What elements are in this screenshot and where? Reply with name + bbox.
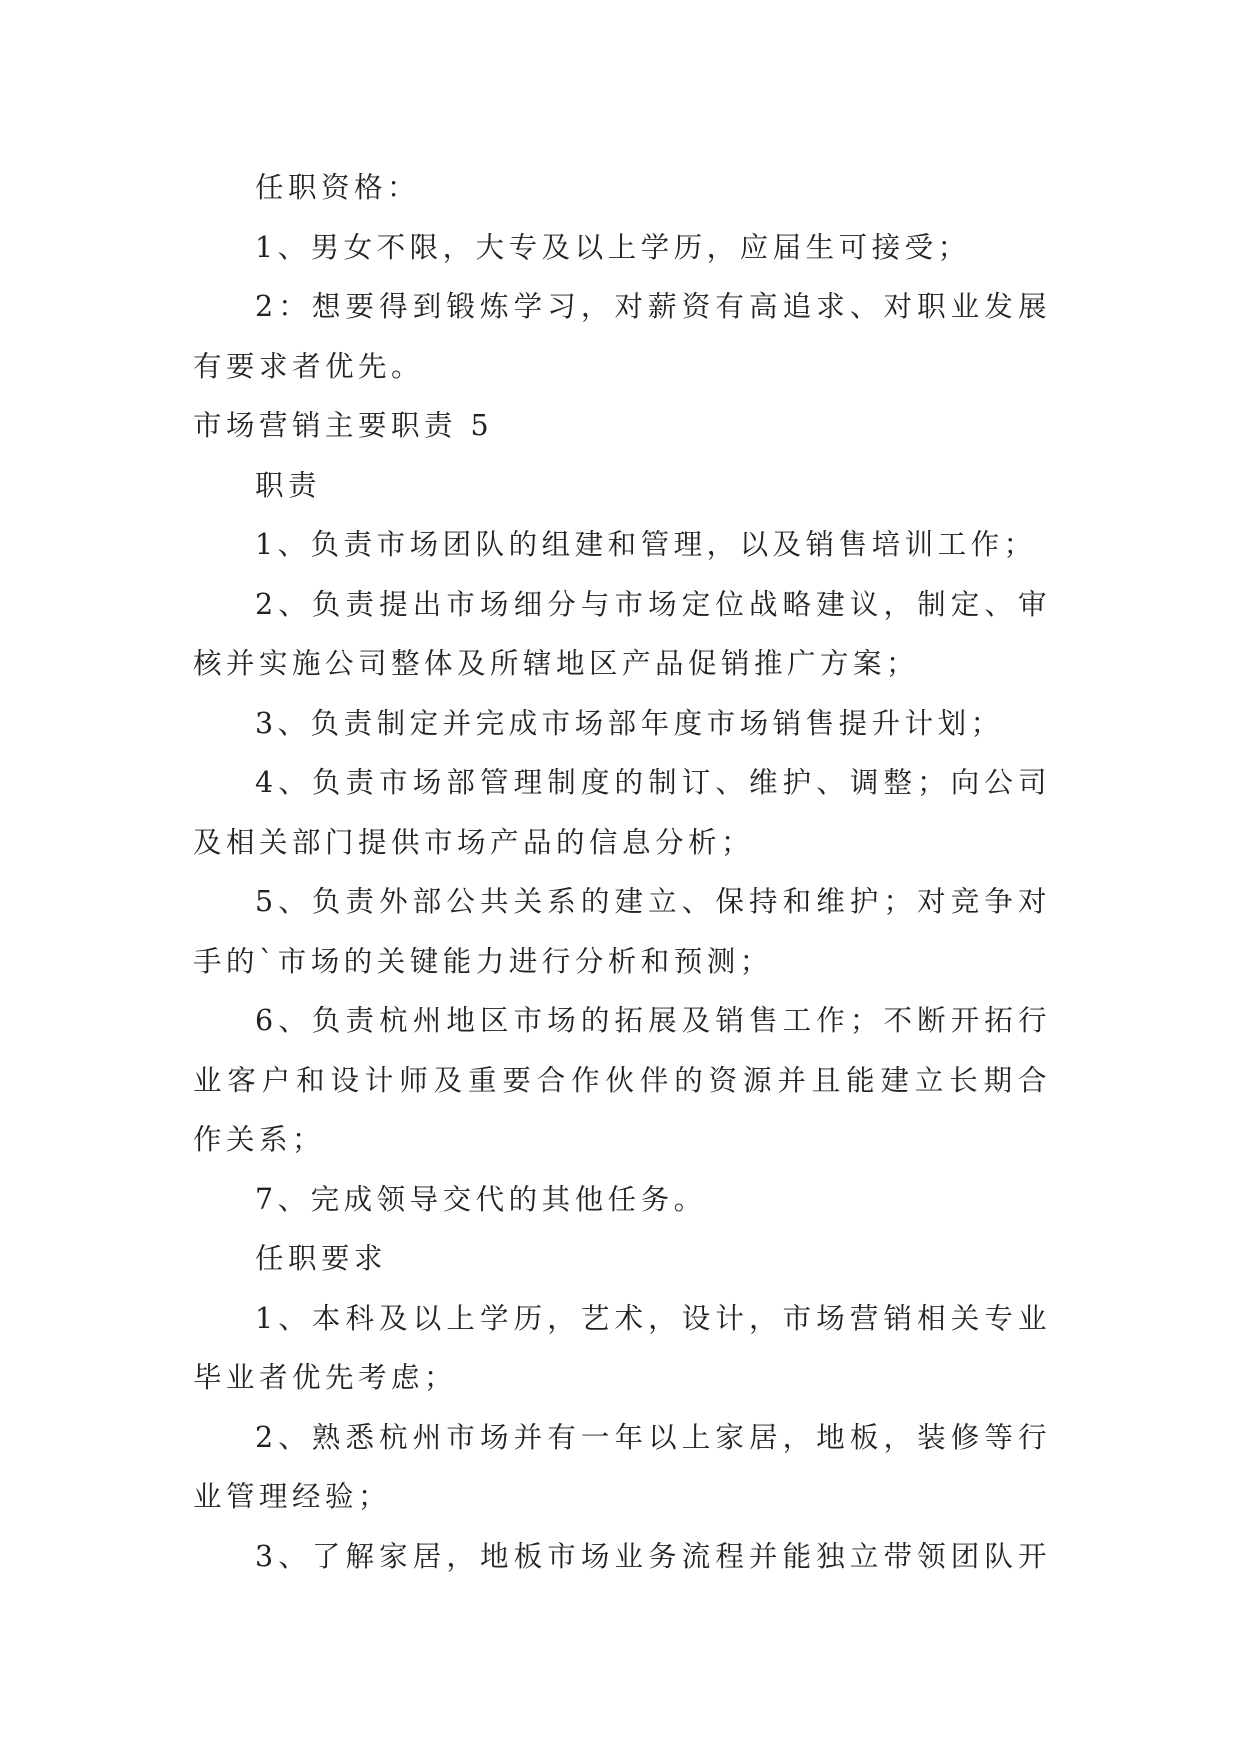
paragraph-line: 1、负责市场团队的组建和管理，以及销售培训工作； xyxy=(255,528,1037,561)
subheading: 任职要求 xyxy=(255,1242,388,1275)
paragraph-line: 任职资格： xyxy=(255,171,421,204)
paragraph-line: 2：想要得到锻炼学习，对薪资有高追求、对职业发展 xyxy=(255,290,1051,323)
paragraph-line: 5、负责外部公共关系的建立、保持和维护；对竞争对 xyxy=(255,885,1051,918)
paragraph-line: 7、完成领导交代的其他任务。 xyxy=(255,1182,707,1216)
paragraph-line: 4、负责市场部管理制度的制订、维护、调整；向公司 xyxy=(255,766,1051,799)
paragraph-line: 2、负责提出市场细分与市场定位战略建议，制定、审 xyxy=(255,587,1051,621)
subheading: 职责 xyxy=(255,468,322,502)
section-heading: 市场营销主要职责 5 xyxy=(193,409,494,442)
paragraph-line: 作关系； xyxy=(193,1123,326,1156)
paragraph-line: 3、了解家居，地板市场业务流程并能独立带领团队开 xyxy=(255,1539,1051,1573)
paragraph-line: 1、男女不限，大专及以上学历，应届生可接受； xyxy=(255,230,971,264)
paragraph-line: 有要求者优先。 xyxy=(193,349,425,383)
paragraph-line: 手的`市场的关键能力进行分析和预测； xyxy=(193,944,773,978)
paragraph-line: 核并实施公司整体及所辖地区产品促销推广方案； xyxy=(193,647,920,680)
document-body xyxy=(193,158,1051,1586)
paragraph-line: 业客户和设计师及重要合作伙伴的资源并且能建立长期合 xyxy=(193,1063,1051,1097)
paragraph-line: 业管理经验； xyxy=(193,1480,392,1513)
paragraph-line: 毕业者优先考虑； xyxy=(193,1361,458,1394)
paragraph-line: 及相关部门提供市场产品的信息分析； xyxy=(193,825,755,859)
paragraph-line: 6、负责杭州地区市场的拓展及销售工作；不断开拓行 xyxy=(255,1004,1051,1037)
paragraph-line: 1、本科及以上学历，艺术，设计，市场营销相关专业 xyxy=(255,1301,1051,1335)
paragraph-line: 3、负责制定并完成市场部年度市场销售提升计划； xyxy=(255,706,1004,740)
paragraph-line: 2、熟悉杭州市场并有一年以上家居，地板，装修等行 xyxy=(255,1420,1051,1454)
